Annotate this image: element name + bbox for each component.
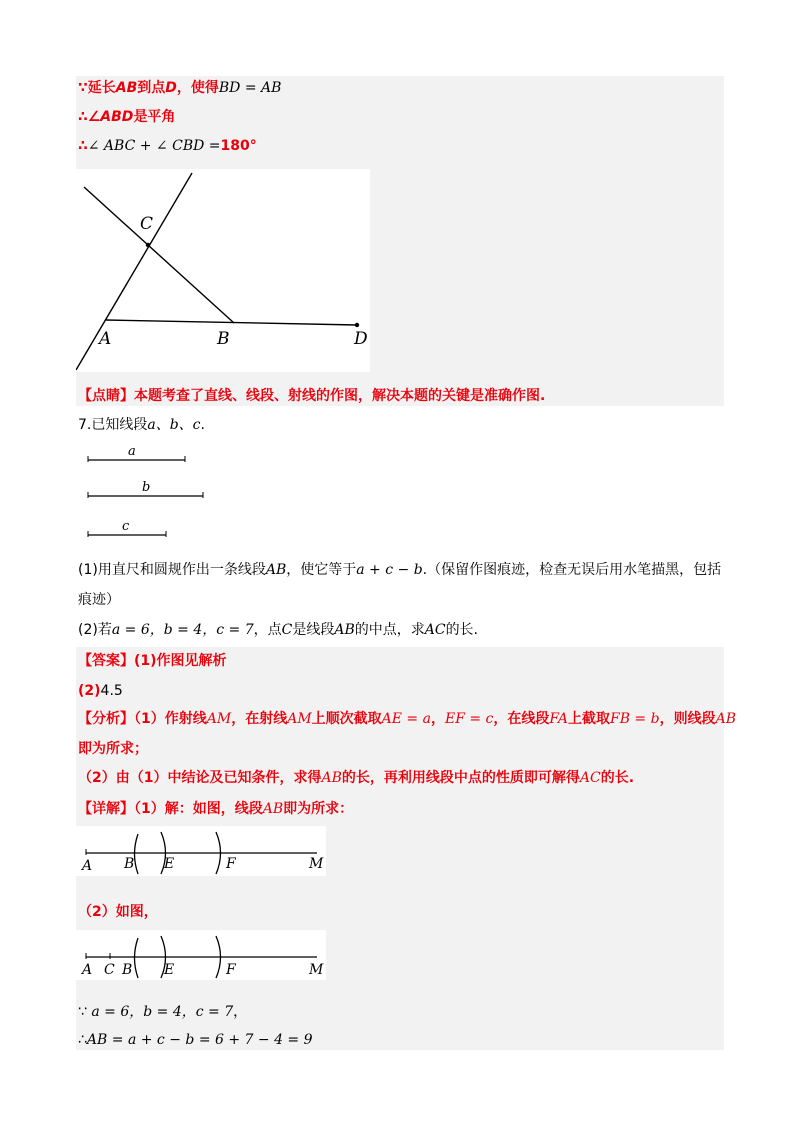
point-d [355,323,359,327]
fig1-label-m: M [309,856,324,872]
line-through-c-a [76,173,192,370]
answer-line: 【答案】(1)作图见解析 [78,653,227,669]
given-segments [80,440,220,540]
point-c [146,243,150,247]
analysis-line2: 即为所求； [78,741,148,757]
label-b: B [217,329,230,349]
analysis-line3: （2）由（1）中结论及已知条件，求得AB的长，再利用线段中点的性质即可解得AC的长. [78,770,635,786]
fig2-label-f: F [226,962,236,978]
analysis-line1: 【分析】（1）作射线AM，在射线AM上顺次截取AE = a，EF = c，在线段FA上截取FB = b，则线段AB [78,711,736,727]
segment-a [88,444,185,462]
text-line-angle-sum: ∴∠ ABC + ∠ CBD =180° [78,138,257,154]
arc-b [135,834,139,874]
comment-line: 【点睛】本题考查了直线、线段、射线的作图，解决本题的关键是准确作图. [78,388,546,404]
segment-b [88,480,203,498]
segment-c [88,519,166,537]
question-part1-line2: 痕迹） [78,592,120,608]
label-d: D [354,329,368,349]
fig1-label-a: A [82,858,93,874]
figure-construction-1 [76,826,326,876]
segment-b-label: b [142,480,151,495]
fig2-label-e: E [164,962,175,978]
answer-part2-line: (2)4.5 [78,683,123,699]
fig2-label-c: C [104,962,115,978]
step-compute-ab: ∴AB = a + c − b = 6 + 7 − 4 = 9 [78,1032,313,1048]
question-part2: (2)若a = 6，b = 4，c = 7，点C是线段AB的中点，求AC的长. [78,622,479,638]
arc-b-2 [135,938,139,978]
question-stem: 7.已知线段a、b、c. [78,417,205,433]
fig2-label-m: M [309,962,324,978]
line-through-c-b [84,187,234,323]
detail-line2: （2）如图， [78,904,158,920]
fig1-label-b: B [124,856,135,872]
text-line-straight-angle: ∴∠ABD是平角 [78,109,176,125]
text-line-extend: ∵延长AB到点D，使得BD = AB [78,80,282,96]
segment-c-label: c [122,519,130,534]
label-c: C [140,214,154,234]
figure-construction-2 [76,930,326,980]
fig2-label-b: B [122,962,133,978]
fig1-label-e: E [164,856,175,872]
figure-lines-svg [76,169,370,372]
segment-a-label: a [128,444,136,459]
figure-lines-abcd [76,169,370,372]
step-given: ∵ a = 6，b = 4，c = 7， [78,1004,248,1020]
label-a: A [99,329,112,349]
fig1-label-f: F [226,856,236,872]
fig2-label-a: A [82,962,93,978]
question-part1-line1: (1)用直尺和圆规作出一条线段AB，使它等于a + c − b.（保留作图痕迹，检查无误后用水笔描黑，包括 [78,562,722,578]
detail-line1: 【详解】（1）解：如图，线段AB即为所求： [78,801,354,817]
